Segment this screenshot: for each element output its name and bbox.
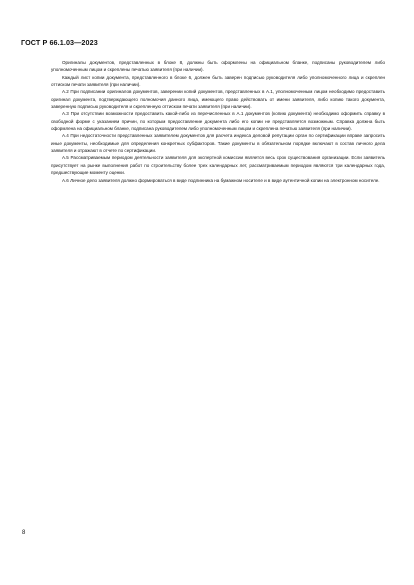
- paragraph-copies: Каждый лист копии документа, представленного в блоке 6, должен быть заверен подписью руководителя либо уполномоченного лица и скреплен оттиском печати заявителя (при наличии).: [51, 74, 385, 88]
- paragraph-originals: Оригиналы документов, представленных в блоке 8, должны быть оформлены на официальном бланке, подписаны руководителем либо уполномоченным лицом и скреплены печатью заявителя (при наличии).: [51, 60, 385, 73]
- standard-header: ГОСТ Р 66.1.03—2023: [21, 38, 98, 47]
- paragraph-a5: А.5 Рассматриваемым периодом деятельности заявителя для экспертной комиссии является весь срок существования организации. Если заявитель присутствует на рынке выполнения работ по строительству более трех календарных лет, рассматриваемым периодом являются три календарных года, предшествующие моменту оценки.: [51, 155, 385, 176]
- document-body: [51, 59, 385, 184]
- paragraph-a2: А.2 При подписании оригиналов документов, заверении копий документов, представленных в А.1, уполномоченным лицом необходимо предоставить оригинал документа, подтверждающего полномочия данного лица, имеющего право действовать от имени заявителя, либо копию такого документа, заверенную подписью руководителя и скрепленную оттиском печати заявителя (при наличии).: [51, 89, 385, 110]
- paragraph-a4: А.4 При недостаточности представленных заявителем документов для расчета индекса деловой репутации орган по сертификации вправе запросить иные документы, необходимые для определения конкретных субфакторов. Такие документы в обязательном порядке включают в состав личного дела заявителя и отражают в отчете по сертификации.: [51, 133, 385, 154]
- page-number: 8: [22, 530, 26, 536]
- paragraph-a3: А.3 При отсутствии возможности предоставить какой-либо из перечисленных в А.1 документов (копию документа) необходимо оформить справку в свободной форме с указанием причин, по которым предоставление документа либо его копии не представляется возможным. Справка должна быть оформлена на официальном бланке, подписана руководителем либо уполномоченным лицом и скреплена печатью заявителя (при наличии).: [51, 111, 385, 132]
- paragraph-a6: А.6 Личное дело заявителя должно формироваться в виде подлинника на бумажном носителе и в виде аутентичной копии на электронном носителе.: [62, 177, 380, 183]
